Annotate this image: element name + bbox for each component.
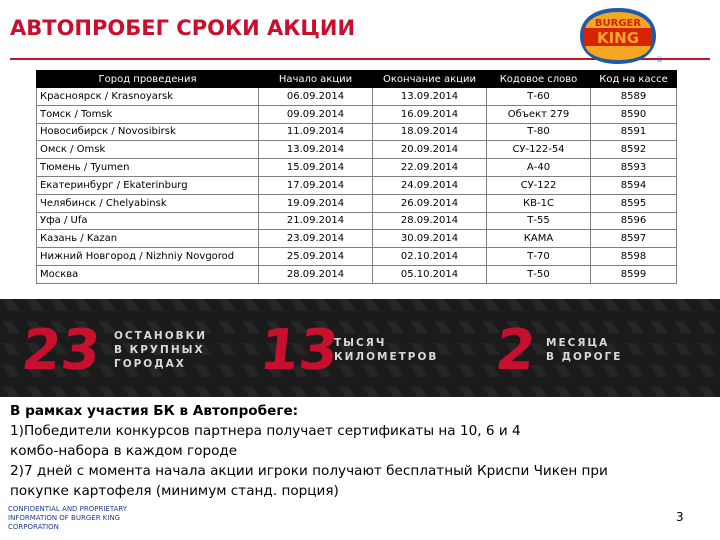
logo-text-top: BURGER xyxy=(594,18,642,29)
cell-city: Екатеринбург / Ekaterinburg xyxy=(37,176,259,194)
slide-title: АВТОПРОБЕГ СРОКИ АКЦИИ xyxy=(10,16,356,40)
header-city: Город проведения xyxy=(37,71,259,88)
stat-distance-label xyxy=(334,336,438,364)
table-row xyxy=(37,265,677,283)
cell-end: 20.09.2014 xyxy=(373,141,487,159)
cell-register-code: 8594 xyxy=(591,176,677,194)
table-row xyxy=(37,212,677,230)
cell-city: Томск / Tomsk xyxy=(37,105,259,123)
cell-end: 22.09.2014 xyxy=(373,159,487,177)
stat-stops-label xyxy=(114,329,207,371)
confidentiality-notice xyxy=(8,505,158,532)
confidential-line: CORPORATION xyxy=(8,523,59,531)
table-row xyxy=(37,141,677,159)
cell-city: Москва xyxy=(37,265,259,283)
cell-register-code: 8593 xyxy=(591,159,677,177)
table-row xyxy=(37,123,677,141)
cell-register-code: 8597 xyxy=(591,230,677,248)
cell-start: 21.09.2014 xyxy=(259,212,373,230)
table-row xyxy=(37,88,677,106)
cell-start: 13.09.2014 xyxy=(259,141,373,159)
stat-stops-line: ОСТАНОВКИ xyxy=(114,330,208,342)
cell-city: Нижний Новгород / Nizhniy Novgorod xyxy=(37,248,259,266)
table-header-row xyxy=(37,71,677,88)
schedule-table xyxy=(36,70,677,284)
cell-register-code: 8590 xyxy=(591,105,677,123)
stat-distance-line: ТЫСЯЧ xyxy=(334,337,387,349)
cell-codeword: Т-50 xyxy=(487,265,591,283)
cell-city: Казань / Kazan xyxy=(37,230,259,248)
confidential-line: CONFIDENTIAL AND PROPRIETARY xyxy=(8,505,128,513)
header-codeword: Кодовое слово xyxy=(487,71,591,88)
header-start: Начало акции xyxy=(259,71,373,88)
logo-text-bottom: KING xyxy=(596,29,640,47)
cell-start: 15.09.2014 xyxy=(259,159,373,177)
stat-stops-line: ГОРОДАХ xyxy=(114,358,186,370)
cell-end: 26.09.2014 xyxy=(373,194,487,212)
promo-description xyxy=(10,401,718,501)
stat-duration-line: В ДОРОГЕ xyxy=(546,351,623,363)
logo-registered-mark: ® xyxy=(656,56,663,64)
table-row xyxy=(37,248,677,266)
cell-end: 02.10.2014 xyxy=(373,248,487,266)
cell-register-code: 8596 xyxy=(591,212,677,230)
promo-line: 2)7 дней с момента начала акции игроки получают бесплатный Криспи Чикен при xyxy=(10,463,608,479)
rally-stats-banner xyxy=(0,299,720,397)
promo-lead: В рамках участия БК в Автопробеге: xyxy=(10,403,299,419)
cell-codeword: СУ-122-54 xyxy=(487,141,591,159)
header-register-code: Код на кассе xyxy=(591,71,677,88)
cell-city: Красноярск / Krasnoyarsk xyxy=(37,88,259,106)
table-row xyxy=(37,105,677,123)
cell-start: 06.09.2014 xyxy=(259,88,373,106)
cell-codeword: КАМА xyxy=(487,230,591,248)
cell-start: 11.09.2014 xyxy=(259,123,373,141)
cell-start: 28.09.2014 xyxy=(259,265,373,283)
cell-codeword: Т-70 xyxy=(487,248,591,266)
cell-codeword: Т-55 xyxy=(487,212,591,230)
burger-king-logo xyxy=(574,4,662,68)
table-row xyxy=(37,176,677,194)
stat-distance-line: КИЛОМЕТРОВ xyxy=(334,351,439,363)
cell-end: 13.09.2014 xyxy=(373,88,487,106)
cell-start: 23.09.2014 xyxy=(259,230,373,248)
stat-duration-number: 2 xyxy=(492,318,539,383)
cell-register-code: 8591 xyxy=(591,123,677,141)
confidential-line: INFORMATION OF BURGER KING xyxy=(8,514,121,522)
cell-register-code: 8589 xyxy=(591,88,677,106)
cell-register-code: 8595 xyxy=(591,194,677,212)
promo-line: покупке картофеля (минимум станд. порция) xyxy=(10,483,339,499)
cell-start: 17.09.2014 xyxy=(259,176,373,194)
cell-register-code: 8599 xyxy=(591,265,677,283)
cell-start: 09.09.2014 xyxy=(259,105,373,123)
cell-end: 16.09.2014 xyxy=(373,105,487,123)
stat-duration-line: МЕСЯЦА xyxy=(546,337,610,349)
stat-stops-number: 23 xyxy=(18,318,104,383)
cell-register-code: 8598 xyxy=(591,248,677,266)
cell-codeword: Т-60 xyxy=(487,88,591,106)
cell-end: 05.10.2014 xyxy=(373,265,487,283)
cell-start: 25.09.2014 xyxy=(259,248,373,266)
cell-city: Уфа / Ufa xyxy=(37,212,259,230)
cell-city: Новосибирск / Novosibirsk xyxy=(37,123,259,141)
cell-codeword: Объект 279 xyxy=(487,105,591,123)
cell-city: Омск / Omsk xyxy=(37,141,259,159)
cell-end: 28.09.2014 xyxy=(373,212,487,230)
cell-city: Тюмень / Tyumen xyxy=(37,159,259,177)
table-row xyxy=(37,159,677,177)
page-number: 3 xyxy=(676,510,684,524)
stat-distance-number: 13 xyxy=(256,318,342,383)
schedule-table-container xyxy=(36,70,676,284)
promo-line: комбо-набора в каждом городе xyxy=(10,443,238,459)
cell-end: 18.09.2014 xyxy=(373,123,487,141)
table-row xyxy=(37,194,677,212)
cell-codeword: Т-80 xyxy=(487,123,591,141)
cell-register-code: 8592 xyxy=(591,141,677,159)
cell-codeword: КВ-1С xyxy=(487,194,591,212)
cell-end: 30.09.2014 xyxy=(373,230,487,248)
header-end: Окончание акции xyxy=(373,71,487,88)
cell-start: 19.09.2014 xyxy=(259,194,373,212)
promo-line: 1)Победители конкурсов партнера получает сертификаты на 10, 6 и 4 xyxy=(10,423,521,439)
cell-end: 24.09.2014 xyxy=(373,176,487,194)
stat-stops-line: В КРУПНЫХ xyxy=(114,344,205,356)
stat-duration-label xyxy=(546,336,622,364)
cell-codeword: СУ-122 xyxy=(487,176,591,194)
table-row xyxy=(37,230,677,248)
cell-codeword: А-40 xyxy=(487,159,591,177)
cell-city: Челябинск / Chelyabinsk xyxy=(37,194,259,212)
